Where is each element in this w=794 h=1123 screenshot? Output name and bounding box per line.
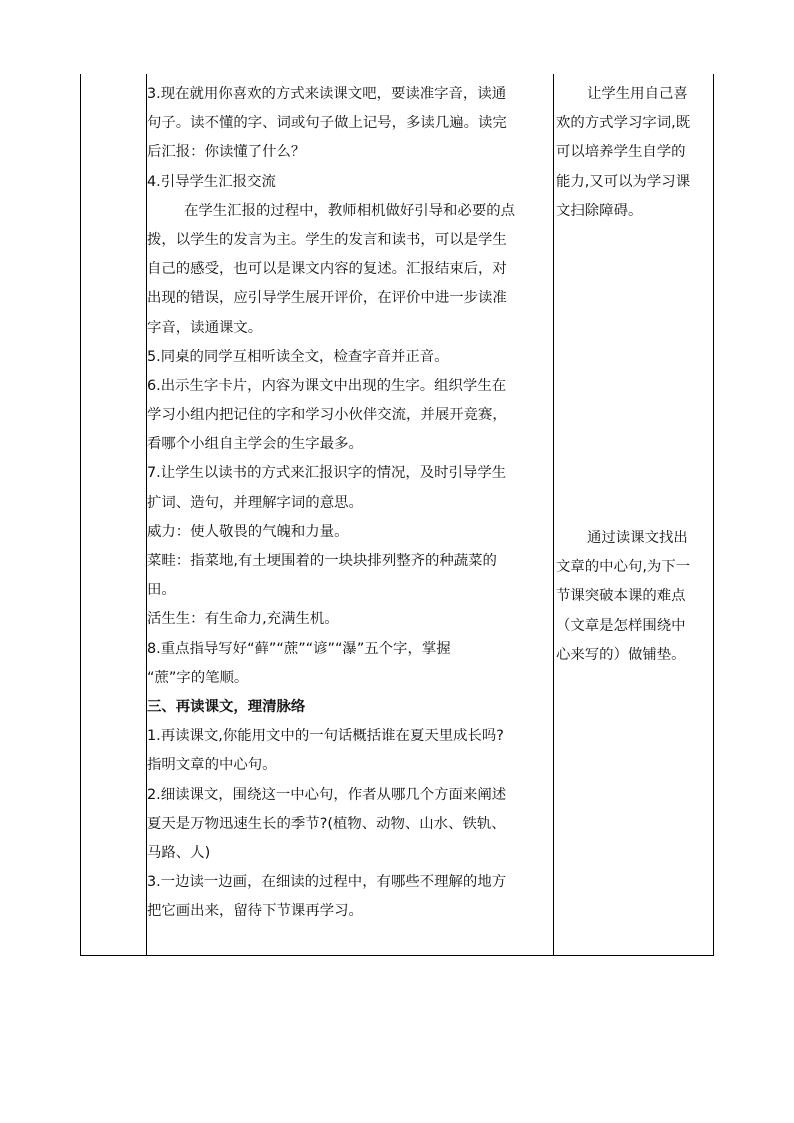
design-intent-column <box>556 80 712 670</box>
text-line: 节课突破本课的难点 <box>556 588 686 605</box>
text-line: 菜畦：指菜地,有土埂围着的一块块排列整齐的种蔬菜的 <box>147 553 497 569</box>
design-intent-note-1 <box>556 80 712 226</box>
text-line: 可以培养学生自学的 <box>556 144 686 161</box>
text-line: 把它画出来，留待下节课再学习。 <box>147 903 363 920</box>
text-line: 夏天是万物迅速生长的季节?(植物、动物、山水、铁轨、 <box>147 815 506 832</box>
text-line: “蔗”字的笔顺。 <box>147 669 249 686</box>
text-line: 田。 <box>147 582 176 599</box>
teaching-process-column <box>147 80 553 926</box>
table-divider-2 <box>553 74 554 956</box>
note-spacer <box>556 226 712 524</box>
text-line: 7.让学生以读书的方式来汇报识字的情况，及时引导学生 <box>147 465 507 482</box>
text-line: 让学生用自己喜 <box>587 86 688 102</box>
text-line: 句子。读不懂的字、词或句子做上记号，多读几遍。读完 <box>147 115 507 132</box>
text-line: 看哪个小组自主学会的生字最多。 <box>147 436 363 453</box>
text-line: 3.现在就用你喜欢的方式来读课文吧，要读准字音，读通 <box>147 86 507 102</box>
text-line: 三、再读课文，理清脉络 <box>147 698 306 715</box>
text-line: 4.引导学生汇报交流 <box>147 173 276 190</box>
text-line: 马路、人) <box>147 844 211 861</box>
text-line: 在学生汇报的过程中，教师相机做好引导和必要的点 <box>184 202 515 219</box>
text-line: 文扫除障碍。 <box>556 202 643 219</box>
text-line: 后汇报：你读懂了什么？ <box>147 144 306 161</box>
text-line: 自己的感受，也可以是课文内容的复述。汇报结束后，对 <box>147 261 507 278</box>
text-line: 能力,又可以为学习课 <box>556 173 691 190</box>
table-border-right <box>713 74 714 956</box>
text-line: 5.同桌的同学互相听读全文，检查字音并正音。 <box>147 348 449 365</box>
text-line: 学习小组内把记住的字和学习小伙伴交流，并展开竞赛， <box>147 407 507 424</box>
text-line: 威力：使人敬畏的气魄和力量。 <box>147 523 349 540</box>
lesson-plan-table <box>80 74 714 956</box>
text-line: 出现的错误，应引导学生展开评价，在评价中进一步读准 <box>147 290 507 307</box>
text-line: 6.出示生字卡片，内容为课文中出现的生字。组织学生在 <box>147 377 507 394</box>
text-line: 指明文章的中心句。 <box>147 757 277 774</box>
text-line: 拨，以学生的发言为主。学生的发言和读书，可以是学生 <box>147 231 507 248</box>
text-line: 欢的方式学习字词,既 <box>556 115 691 132</box>
text-line: 1.再读课文,你能用文中的一句话概括谁在夏天里成长吗? <box>147 728 504 745</box>
text-line: 心来写的）做铺垫。 <box>556 646 686 663</box>
text-line: 2.细读课文，围绕这一中心句，作者从哪几个方面来阐述 <box>147 786 507 803</box>
text-line: 活生生：有生命力,充满生机。 <box>147 611 339 628</box>
text-line: 3.一边读一边画，在细读的过程中，有哪些不理解的地方 <box>147 874 507 891</box>
design-intent-note-2 <box>556 524 712 670</box>
text-line: 8.重点指导写好“藓”“蔗”“谚”“瀑”五个字，掌握 <box>147 640 451 657</box>
table-border-left <box>80 74 81 956</box>
text-line: 通过读课文找出 <box>587 529 688 546</box>
table-border-bottom <box>80 955 714 956</box>
text-line: 扩词、造句，并理解字词的意思。 <box>147 494 363 511</box>
text-line: 字音，读通课文。 <box>147 319 263 336</box>
text-line: 文章的中心句,为下一 <box>556 559 691 576</box>
text-line: （文章是怎样围绕中 <box>556 617 686 634</box>
